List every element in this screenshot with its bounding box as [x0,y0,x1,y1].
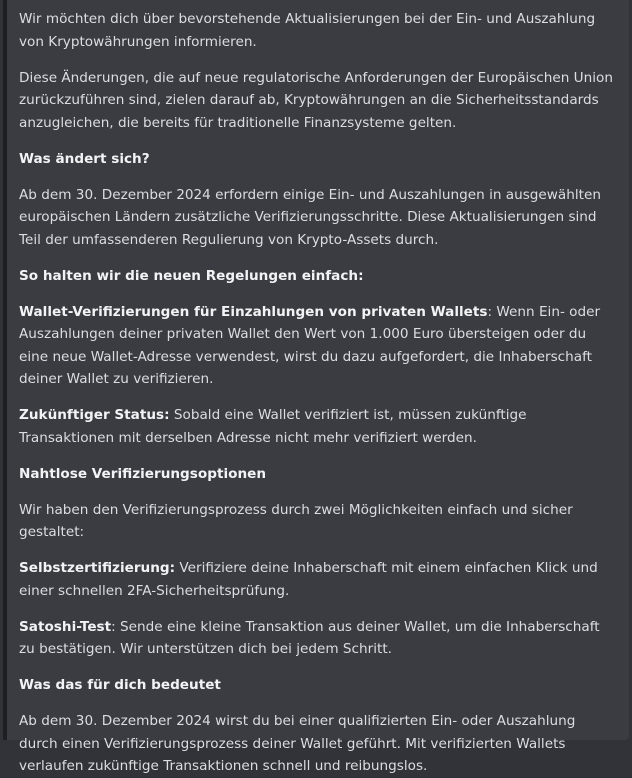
options-paragraph: Wir haben den Verifizierungsprozess durch zwei Möglichkeiten einfach und sicher gestaltet: [19,501,573,540]
wallet-verification-label: Wallet-Verifizierungen für Einzahlungen von privaten Wallets [19,303,488,320]
self-cert-paragraph [19,557,617,602]
satoshi-paragraph [19,616,617,661]
meaning-paragraph: Ab dem 30. Dezember 2024 wirst du bei einer qualifizierten Ein- oder Auszahlung durch einen Verifizierungsprozess deiner Wallet geführt. Mit verifizierten Wallets verlaufen zukünftige Transaktionen schnell und reibungslos. [19,713,576,774]
intro-paragraph: Wir möchten dich über bevorstehende Aktualisierungen bei der Ein- und Auszahlung von Kryptowährungen informieren. [19,11,596,50]
future-status-label: Zukünftiger Status: [19,407,170,423]
wallet-verification-text: : Wenn Ein- oder Auszahlungen deiner privaten Wallet den Wert von 1.000 Euro übersteigen oder du eine neue Wallet-Adresse verwendest, wirst du dazu aufgefordert, die Inhaberschaft deiner Wallet zu verifizieren. [19,303,601,387]
future-status-text: Sobald eine Wallet verifiziert ist, müssen zukünftige Transaktionen mit derselben Adresse nicht mehr verifiziert werden. [19,407,527,446]
context-paragraph: Diese Änderungen, die auf neue regulatorische Anforderungen der Europäischen Union zurückzuführen sind, zielen darauf ab, Kryptowährungen an die Sicherheitsstandards anzugleichen, die bereits für traditionelle Finanzsysteme gelten. [19,69,613,131]
satoshi-text: : Sende eine kleine Transaktion aus deiner Wallet, um die Inhaberschaft zu bestätigen. Wir unterstützen dich bei jedem Schritt. [19,618,600,657]
wallet-verification-paragraph [19,301,617,391]
options-heading: Nahtlose Verifizierungsoptionen [19,465,267,482]
satoshi-label: Satoshi-Test [19,618,112,635]
future-status-paragraph [19,404,617,449]
meaning-heading: Was das für dich bedeutet [19,677,221,693]
self-cert-text: Verifiziere deine Inhaberschaft mit einem einfachen Klick und einer schnellen 2FA-Sicherheitsprüfung. [19,560,598,599]
what-changes-heading: Was ändert sich? [19,150,150,167]
what-changes-paragraph: Ab dem 30. Dezember 2024 erfordern einige Ein- und Auszahlungen in ausgewählten europäischen Ländern zusätzliche Verifizierungsschritte. Diese Aktualisierungen sind Teil der umfassenderen Regulierung von Krypto-Assets durch. [19,186,601,248]
message-embed [3,0,629,774]
how-heading: So halten wir die neuen Regelungen einfach: [19,267,364,284]
self-cert-label: Selbstzertifizierung: [19,560,176,576]
